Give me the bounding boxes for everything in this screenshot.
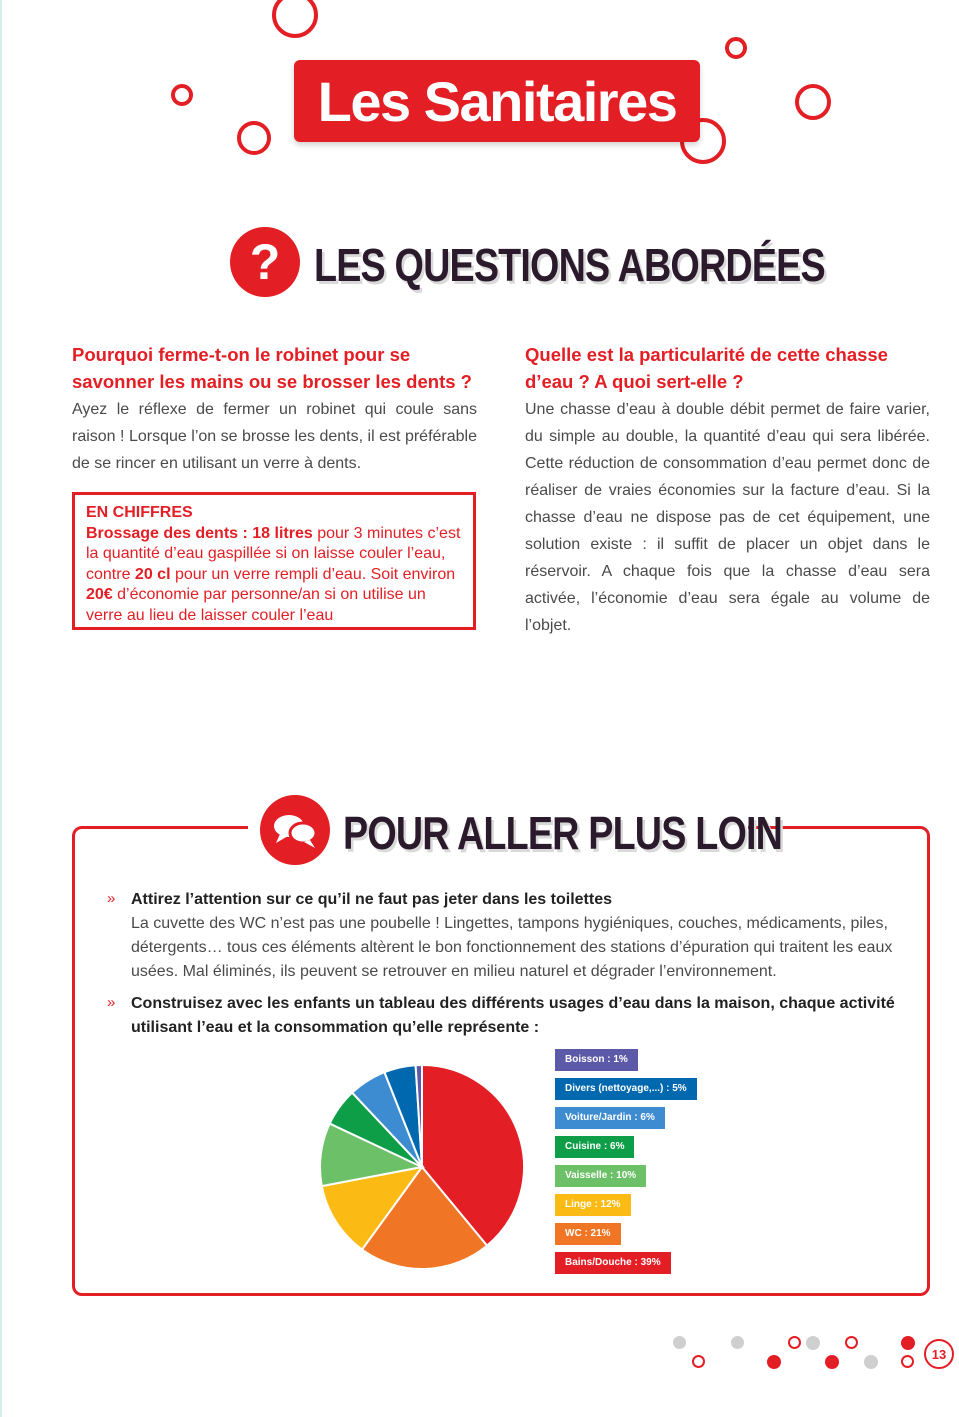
section-heading-plus-loin: POUR ALLER PLUS LOIN: [343, 807, 783, 859]
en-chiffres-text: [86, 524, 462, 627]
decor-dot: [767, 1355, 781, 1369]
en-chiffres-title: EN CHIFFRES: [86, 504, 193, 521]
decor-dot: [788, 1336, 801, 1349]
decor-circle: [171, 84, 193, 106]
decor-circle: [725, 37, 747, 59]
decor-dot: [806, 1336, 820, 1350]
decor-dot: [731, 1336, 744, 1349]
answer-chasse: Une chasse d’eau à double débit permet de faire varier, du simple au double, la quantité d’eau qui sera libérée. Cette réduction de consommation d’eau permet donc de réaliser de vraies économies sur la facture d’eau. Si la chasse d’eau ne dispose pas de cet équipement, une solution existe : il suffit de placer un objet dans le réservoir. A chaque fois que la chasse d’eau sera activée, l’économie d’eau sera égale au volume de l’objet.: [525, 401, 930, 634]
decor-circle: [272, 0, 318, 38]
legend-item: Linge : 12%: [555, 1194, 631, 1216]
chiffres-bold-2: 20 cl: [134, 565, 171, 583]
en-chiffres-box: [72, 492, 476, 630]
decor-dot: [864, 1355, 878, 1369]
chiffres-bold-1: Brossage des dents : 18 litres: [86, 524, 313, 542]
legend-item: Voiture/Jardin : 6%: [555, 1107, 665, 1129]
decor-dot: [901, 1336, 915, 1350]
legend-item: Cuisine : 6%: [555, 1136, 634, 1158]
page-title: Les Sanitaires: [317, 69, 677, 133]
question-icon: ?: [230, 227, 300, 297]
decor-dot: [901, 1355, 914, 1368]
chiffres-text-2: pour un verre rempli d’eau. Soit environ: [170, 565, 456, 583]
decor-circle: [237, 121, 271, 155]
legend-item: Boisson : 1%: [555, 1049, 638, 1071]
section-heading-questions: LES QUESTIONS ABORDÉES: [314, 239, 825, 291]
chat-bubbles-icon: [260, 795, 330, 865]
legend-item: WC : 21%: [555, 1223, 621, 1245]
legend-item: Vaisselle : 10%: [555, 1165, 646, 1187]
bullet-marker: »: [107, 994, 116, 1011]
page-edge-line: [0, 0, 2, 1417]
water-usage-pie-chart: [310, 1055, 540, 1285]
chiffres-bold-3: 20€: [86, 586, 113, 603]
chiffres-text-3: d’économie par personne/an si on utilise un verre au lieu de laisser couler l’eau: [86, 586, 426, 624]
decor-dot: [673, 1336, 686, 1349]
question-title-robinet: Pourquoi ferme-t-on le robinet pour se savonner les mains ou se brosser les dents ?: [72, 344, 472, 392]
question-title-chasse: Quelle est la particularité de cette chasse d’eau ? A quoi sert-elle ?: [525, 344, 888, 392]
decor-dot: [692, 1355, 705, 1368]
page-number: 13: [924, 1339, 954, 1369]
decor-dot: [825, 1355, 839, 1369]
item1-title: Attirez l’attention sur ce qu’il ne faut pas jeter dans les toilettes: [131, 891, 612, 908]
item2-title: Construisez avec les enfants un tableau des différents usages d’eau dans la maison, chaque activité utilisant l’eau et la consommation qu’elle représente :: [131, 995, 895, 1036]
page-title-banner: [294, 60, 700, 142]
item1-text: La cuvette des WC n’est pas une poubelle ! Lingettes, tampons hygiéniques, couches, médicaments, piles, détergents… tous ces éléments altèrent le bon fonctionnement des stations d’épuration qui traitent les eaux usées. Mal éliminés, ils peuvent se retrouver en milieu naturel et dégrader l’environnement.: [131, 915, 893, 980]
answer-robinet: Ayez le réflexe de fermer un robinet qui coule sans raison ! Lorsque l’on se brosse les dents, il est préférable de se rincer en utilisant un verre à dents.: [72, 401, 477, 472]
decor-circle: [795, 84, 831, 120]
legend-item: Bains/Douche : 39%: [555, 1252, 671, 1274]
chiffres-text-1: pour 3 minutes c’est la quantité d’eau gaspillée si on laisse couler l’eau, contre: [86, 524, 461, 583]
bullet-marker: »: [107, 890, 116, 907]
legend-item: Divers (nettoyage,...) : 5%: [555, 1078, 697, 1100]
decor-dot: [845, 1336, 858, 1349]
